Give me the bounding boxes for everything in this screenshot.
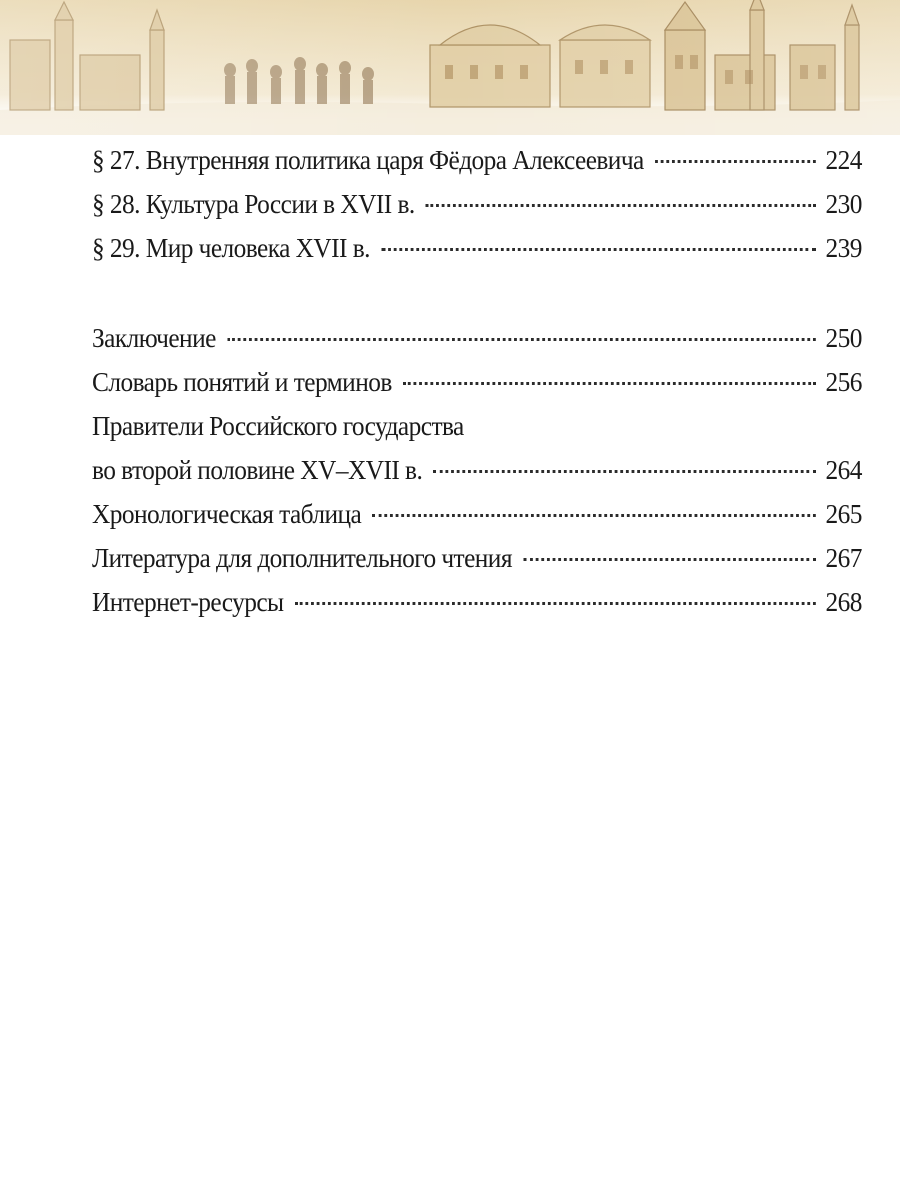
toc-entry-page: 239	[825, 233, 862, 263]
toc-entry-page: 256	[825, 367, 862, 397]
toc-entry-page: 267	[825, 543, 862, 573]
dot-leader	[434, 470, 817, 473]
toc-entry[interactable]	[92, 226, 862, 270]
toc-entry-title: Словарь понятий и терминов	[92, 367, 392, 397]
toc-entry-title: § 28. Культура России в XVII в.	[92, 189, 415, 219]
toc-entry[interactable]	[92, 182, 862, 226]
toc-entry-title: § 27. Внутренняя политика царя Фёдора Алексеевича	[92, 145, 644, 175]
dot-leader	[655, 160, 816, 163]
toc-entry-page: 265	[825, 499, 862, 529]
dot-leader	[373, 514, 817, 517]
toc-entry[interactable]	[92, 448, 862, 492]
toc-entry-page: 264	[825, 455, 862, 485]
dot-leader	[403, 382, 816, 385]
toc-entry[interactable]	[92, 536, 862, 580]
toc-entry[interactable]	[92, 580, 862, 624]
table-of-contents	[92, 138, 862, 624]
toc-entry-page: 230	[825, 189, 862, 219]
dot-leader	[381, 248, 816, 251]
toc-entry-title: Интернет-ресурсы	[92, 587, 284, 617]
toc-entry-title: Литература для дополнительного чтения	[92, 543, 512, 573]
toc-entry-page: 224	[825, 145, 862, 175]
header-illustration-svg	[0, 0, 900, 135]
toc-entry[interactable]	[92, 316, 862, 360]
toc-entry-title: § 29. Мир человека XVII в.	[92, 233, 370, 263]
toc-entry-continued[interactable]	[92, 404, 862, 448]
dot-leader	[295, 602, 816, 605]
dot-leader	[523, 558, 816, 561]
toc-entry-title: Правители Российского государства	[92, 411, 464, 441]
toc-entry-title: во второй половине XV–XVII в.	[92, 455, 423, 485]
toc-entry[interactable]	[92, 360, 862, 404]
toc-entry[interactable]	[92, 492, 862, 536]
toc-entry[interactable]	[92, 138, 862, 182]
toc-entry-page: 268	[825, 587, 862, 617]
toc-entry-title: Заключение	[92, 323, 216, 353]
section-gap	[92, 270, 862, 316]
header-illustration	[0, 0, 900, 135]
dot-leader	[227, 338, 816, 341]
toc-entry-title: Хронологическая таблица	[92, 499, 362, 529]
toc-entry-page: 250	[825, 323, 862, 353]
dot-leader	[426, 204, 816, 207]
